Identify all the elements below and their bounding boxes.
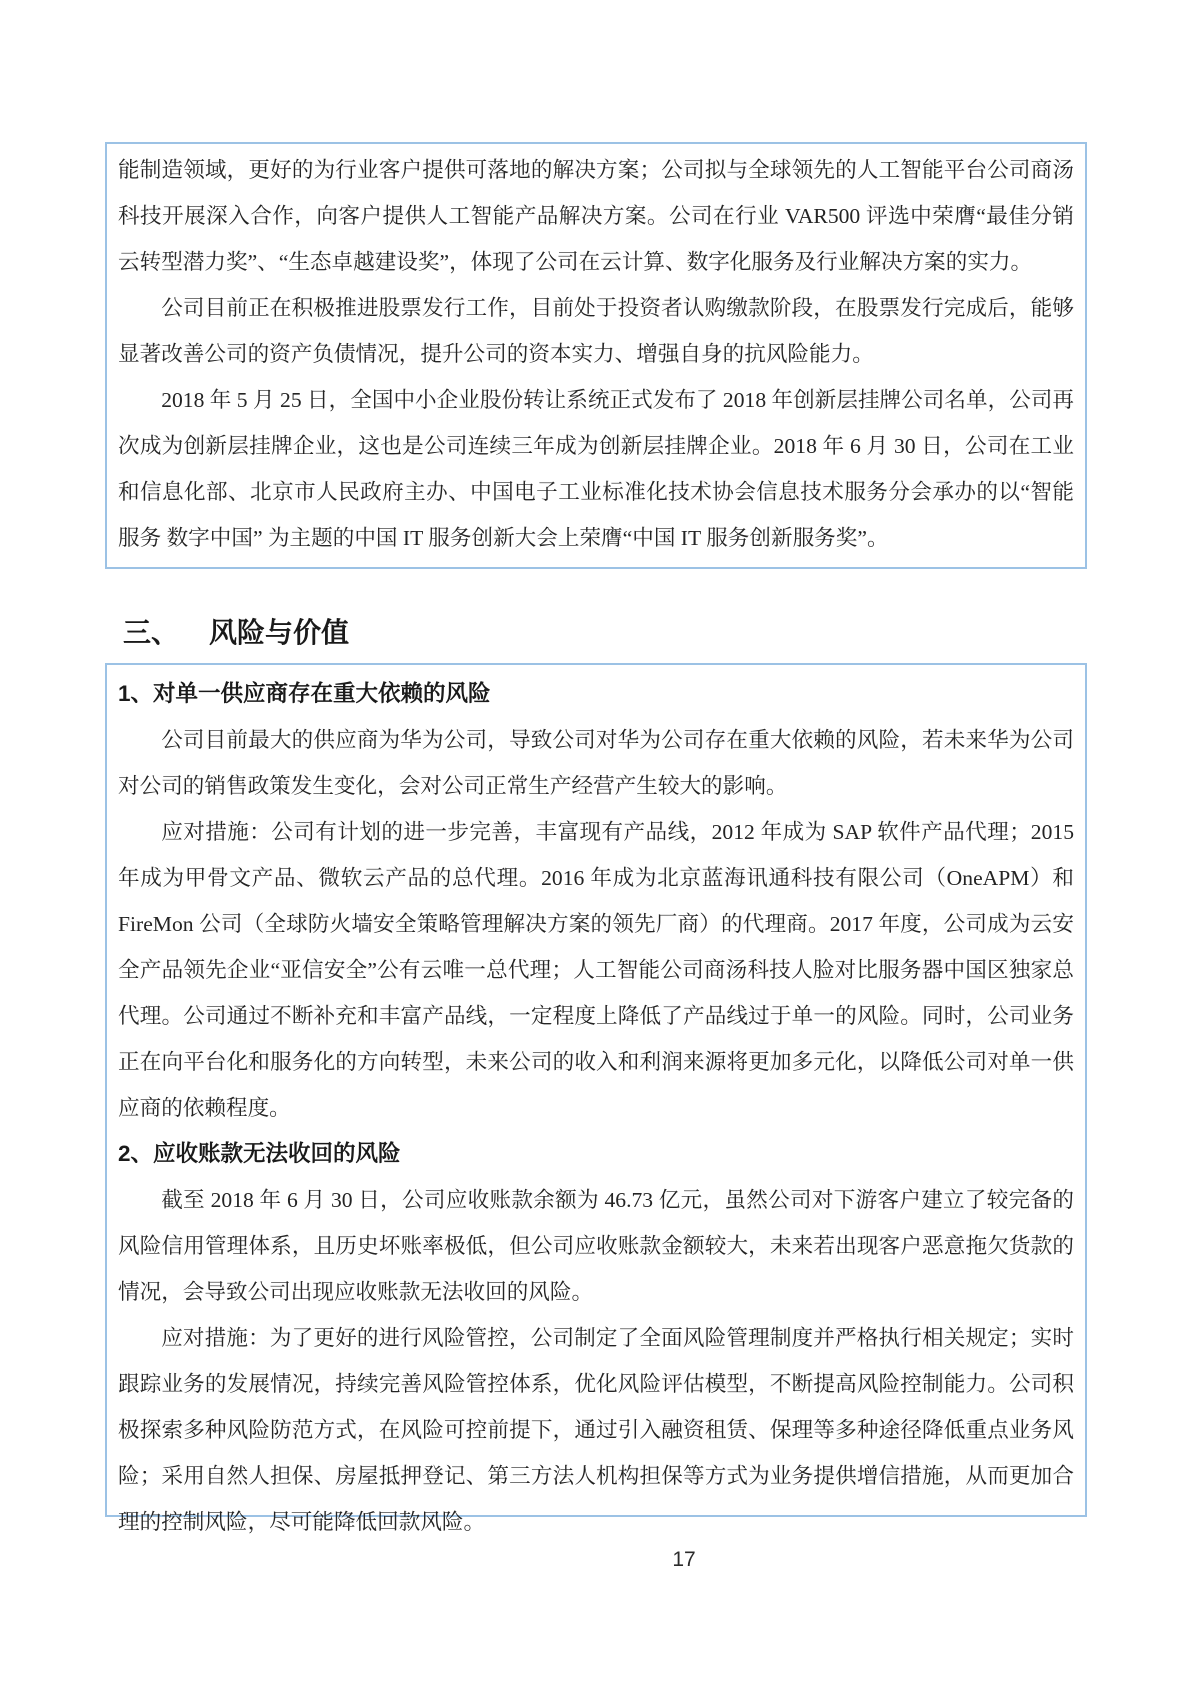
section-number: 三、 bbox=[123, 617, 180, 648]
section-title: 风险与价值 bbox=[209, 617, 350, 648]
paragraph-share-issuance: 公司目前正在积极推进股票发行工作，目前处于投资者认购缴款阶段，在股票发行完成后，能够显著改善公司的资产负债情况，提升公司的资本实力、增强自身的抗风险能力。 bbox=[118, 296, 1074, 366]
section-heading bbox=[123, 614, 349, 652]
paragraph-receivables-countermeasures: 应对措施：为了更好的进行风险管控，公司制定了全面风险管理制度并严格执行相关规定；实时跟踪业务的发展情况，持续完善风险管控体系，优化风险评估模型，不断提高风险控制能力。公司积极探索多种风险防范方式，在风险可控前提下，通过引入融资租赁、保理等多种途径降低重点业务风险；采用自然人担保、房屋抵押登记、第三方法人机构担保等方式为业务提供增信措施，从而更加合理的控制风险，尽可能降低回款风险。 bbox=[118, 1326, 1074, 1534]
paragraph-supplier-risk: 公司目前最大的供应商为华为公司，导致公司对华为公司存在重大依赖的风险，若未来华为公司对公司的销售政策发生变化，会对公司正常生产经营产生较大的影响。 bbox=[118, 728, 1074, 798]
page-number: 17 bbox=[672, 1548, 696, 1571]
paragraph-supplier-countermeasures: 应对措施：公司有计划的进一步完善，丰富现有产品线，2012 年成为 SAP 软件产品代理；2015 年成为甲骨文产品、微软云产品的总代理。2016 年成为北京蓝海讯通科技有限公司（OneAPM）和 FireMon 公司（全球防火墙安全策略管理解决方案的领先厂商）的代理商。2017 年度，公司成为云安全产品领先企业“亚信安全”公有云唯一总代理；人工智能公司商汤科技人脸对比服务器中国区独家总代理。公司通过不断补充和丰富产品线，一定程度上降低了产品线过于单一的风险。同时，公司业务正在向平台化和服务化的方向转型，未来公司的收入和利润来源将更加多元化，以降低公司对单一供应商的依赖程度。 bbox=[118, 820, 1074, 1120]
risk-subheading-supplier-dependence: 1、对单一供应商存在重大依赖的风险 bbox=[118, 681, 491, 706]
risk-subheading-receivables: 2、应收账款无法收回的风险 bbox=[118, 1141, 401, 1166]
highlight-box-company-overview bbox=[105, 142, 1087, 569]
paragraph-continuation: 能制造领域，更好的为行业客户提供可落地的解决方案；公司拟与全球领先的人工智能平台公司商汤科技开展深入合作，向客户提供人工智能产品解决方案。公司在行业 VAR500 评选中荣膺“最佳分销云转型潜力奖”、“生态卓越建设奖”，体现了公司在云计算、数字化服务及行业解决方案的实力。 bbox=[118, 158, 1074, 274]
paragraph-receivables-risk: 截至 2018 年 6 月 30 日，公司应收账款余额为 46.73 亿元，虽然公司对下游客户建立了较完备的风险信用管理体系，且历史坏账率极低，但公司应收账款金额较大，未来若出现客户恶意拖欠货款的情况，会导致公司出现应收账款无法收回的风险。 bbox=[118, 1188, 1074, 1304]
paragraph-innovation-layer: 2018 年 5 月 25 日，全国中小企业股份转让系统正式发布了 2018 年创新层挂牌公司名单，公司再次成为创新层挂牌企业，这也是公司连续三年成为创新层挂牌企业。2018 年 6 月 30 日，公司在工业和信息化部、北京市人民政府主办、中国电子工业标准化技术协会信息技术服务分会承办的以“智能服务 数字中国” 为主题的中国 IT 服务创新大会上荣膺“中国 IT 服务创新服务奖”。 bbox=[118, 388, 1074, 550]
highlight-box-risks bbox=[105, 663, 1087, 1534]
